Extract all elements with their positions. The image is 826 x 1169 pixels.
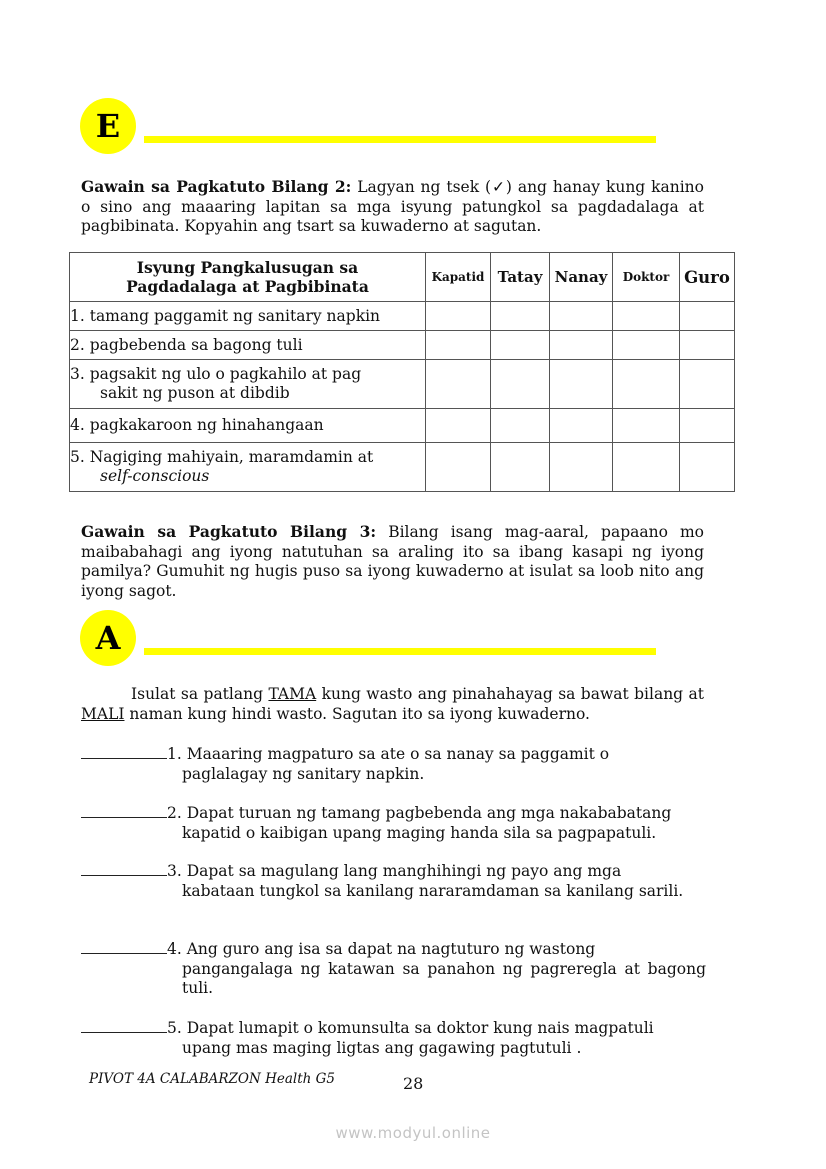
check-cell	[613, 331, 680, 360]
issue-cell: 4. pagkakaroon ng hinahangaan	[70, 409, 426, 443]
page-number: 28	[403, 1074, 424, 1093]
table-row	[70, 360, 735, 409]
true-false-instructions: Isulat sa patlang TAMA kung wasto ang pinahahayag sa bawat bilang at MALI naman kung hindi wasto. Sagutan ito sa iyong kuwaderno.	[81, 685, 704, 723]
list-item: 2. Dapat turuan ng tamang pagbebenda ang mga nakababatang kapatid o kaibigan upang maging handa sila sa pagpapatuli.	[81, 803, 706, 843]
check-cell	[491, 443, 550, 492]
answer-blank	[81, 861, 167, 876]
check-cell	[426, 409, 491, 443]
check-cell	[613, 409, 680, 443]
health-issues-table	[69, 252, 735, 492]
check-cell	[680, 331, 735, 360]
check-cell	[491, 302, 550, 331]
check-cell	[550, 443, 613, 492]
table-row	[70, 443, 735, 492]
list-item: 4. Ang guro ang isa sa dapat na nagtuturo ng wastong pangangalaga ng katawan sa panahon ng pagreregla at bagong tuli.	[81, 939, 706, 999]
check-cell	[426, 360, 491, 409]
activity-2-title: Gawain sa Pagkatuto Bilang 2:	[81, 177, 352, 196]
issue-cell: 3. pagsakit ng ulo o pagkahilo at pag sakit ng puson at dibdib	[70, 360, 426, 409]
answer-blank	[81, 939, 167, 954]
table-row	[70, 409, 735, 443]
check-cell	[426, 302, 491, 331]
header-doktor: Doktor	[613, 253, 680, 302]
check-cell	[491, 360, 550, 409]
tama-keyword: TAMA	[268, 685, 317, 703]
check-cell	[550, 302, 613, 331]
check-cell	[680, 302, 735, 331]
activity-2-text: Lagyan ng tsek (✓) ang hanay kung kanino o sino ang maaaring lapitan sa mga isyung patungkol sa pagdadalaga at pagbibinata. Kopyahin ang tsart sa kuwaderno at sagutan.	[81, 178, 704, 235]
header-tatay: Tatay	[491, 253, 550, 302]
check-cell	[426, 331, 491, 360]
list-item: 1. Maaaring magpaturo sa ate o sa nanay sa paggamit o paglalagay ng sanitary napkin.	[81, 744, 706, 784]
check-cell	[550, 331, 613, 360]
answer-blank	[81, 1018, 167, 1033]
activity-3-instructions	[81, 522, 704, 601]
section-a-header	[80, 610, 660, 682]
mali-keyword: MALI	[81, 704, 125, 723]
issue-cell: 5. Nagiging mahiyain, maramdamin at self-conscious	[70, 443, 426, 492]
check-cell	[491, 331, 550, 360]
answer-blank	[81, 744, 167, 759]
header-issue: Isyung Pangkalusugan sa Pagdadalaga at Pagbibinata	[70, 253, 426, 302]
section-divider-bar	[144, 648, 656, 655]
table-header-row	[70, 253, 735, 302]
list-item: 5. Dapat lumapit o komunsulta sa doktor kung nais magpatuli upang mas maging ligtas ang gagawing pagtutuli .	[81, 1018, 706, 1058]
list-item: 3. Dapat sa magulang lang manghihingi ng payo ang mga kabataan tungkol sa kanilang nararamdaman sa kanilang sarili.	[81, 861, 706, 901]
table-row	[70, 331, 735, 360]
check-cell	[680, 409, 735, 443]
check-cell	[550, 409, 613, 443]
answer-blank	[81, 803, 167, 818]
check-cell	[613, 302, 680, 331]
footer-source: PIVOT 4A CALABARZON Health G5	[89, 1071, 336, 1087]
check-cell	[550, 360, 613, 409]
activity-3-text: Bilang isang mag-aaral, papaano mo maibabahagi ang iyong natutuhan sa araling ito sa ibang kasapi ng iyong pamilya? Gumuhit ng hugis puso sa iyong kuwaderno at isulat sa loob nito ang iyong sagot.	[81, 523, 705, 600]
section-e-header	[80, 98, 660, 170]
header-nanay: Nanay	[550, 253, 613, 302]
check-cell	[613, 443, 680, 492]
site-watermark: www.modyul.online	[335, 1124, 491, 1142]
activity-2-instructions	[81, 177, 704, 237]
header-guro: Guro	[680, 253, 735, 302]
check-cell	[613, 360, 680, 409]
activity-3-title: Gawain sa Pagkatuto Bilang 3:	[81, 522, 377, 541]
section-divider-bar	[144, 136, 656, 143]
check-cell	[426, 443, 491, 492]
section-letter-badge: A	[80, 610, 136, 666]
issue-cell: 2. pagbebenda sa bagong tuli	[70, 331, 426, 360]
check-cell	[491, 409, 550, 443]
check-cell	[680, 360, 735, 409]
header-kapatid: Kapatid	[426, 253, 491, 302]
issue-cell: 1. tamang paggamit ng sanitary napkin	[70, 302, 426, 331]
section-letter-badge: E	[80, 98, 136, 154]
table-row	[70, 302, 735, 331]
check-cell	[680, 443, 735, 492]
